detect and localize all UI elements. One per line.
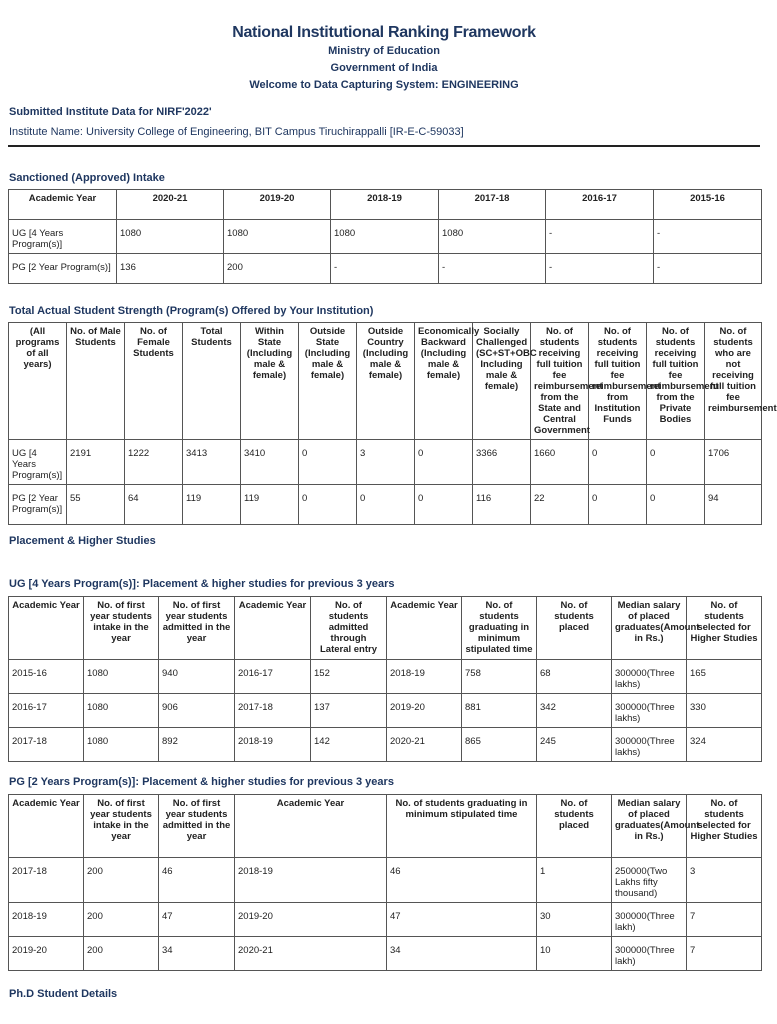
table-cell: 2018-19 <box>9 903 84 937</box>
table-cell: 119 <box>183 485 241 525</box>
column-header: No. of students graduating in minimum stipulated time <box>462 597 537 660</box>
column-header: No. of first year students intake in the year <box>84 795 159 858</box>
table-cell: 300000(Three lakhs) <box>612 728 687 762</box>
table-cell: 892 <box>159 728 235 762</box>
column-header: Academic Year <box>235 795 387 858</box>
column-header: Total Students <box>183 323 241 440</box>
column-header: 2019-20 <box>224 190 331 220</box>
table-cell: 1080 <box>117 220 224 254</box>
table-cell: 2017-18 <box>235 694 311 728</box>
column-header: No. of first year students admitted in the year <box>159 597 235 660</box>
strength-table <box>8 322 777 525</box>
table-cell: 0 <box>357 485 415 525</box>
column-header: No. of students selected for Higher Studies <box>687 795 762 858</box>
table-cell: 142 <box>311 728 387 762</box>
pg-placement-table <box>8 794 762 971</box>
column-header: No. of first year students intake in the year <box>84 597 159 660</box>
column-header: Median salary of placed graduates(Amount in Rs.) <box>612 795 687 858</box>
intake-header-row <box>9 190 762 220</box>
intake-table <box>8 189 762 284</box>
table-row <box>9 858 762 903</box>
column-header: 2017-18 <box>439 190 546 220</box>
column-header: Academic Year <box>387 597 462 660</box>
column-header: No. of students receiving full tuition fee reimbursement from Institution Funds <box>589 323 647 440</box>
table-cell: 200 <box>84 937 159 971</box>
table-cell: 68 <box>537 660 612 694</box>
table-cell: 758 <box>462 660 537 694</box>
table-cell: 2017-18 <box>9 858 84 903</box>
table-cell: 300000(Three lakhs) <box>612 660 687 694</box>
table-cell: 119 <box>241 485 299 525</box>
column-header: No. of Male Students <box>67 323 125 440</box>
table-cell: 200 <box>224 254 331 284</box>
pg-placement-title: PG [2 Years Program(s)]: Placement & higher studies for previous 3 years <box>9 776 394 788</box>
table-cell: 0 <box>299 440 357 485</box>
page-header <box>0 0 768 91</box>
table-row <box>9 660 762 694</box>
table-cell: 47 <box>387 903 537 937</box>
table-cell: 46 <box>159 858 235 903</box>
column-header: (All programs of all years) <box>9 323 67 440</box>
table-cell: 152 <box>311 660 387 694</box>
table-cell: 3 <box>357 440 415 485</box>
column-header: 2018-19 <box>331 190 439 220</box>
table-cell: 47 <box>159 903 235 937</box>
table-row <box>9 903 762 937</box>
table-cell: 342 <box>537 694 612 728</box>
table-row <box>9 485 762 525</box>
table-row <box>9 728 762 762</box>
table-cell: UG [4 Years Program(s)] <box>9 440 67 485</box>
table-cell: 116 <box>473 485 531 525</box>
table-cell: 324 <box>687 728 762 762</box>
table-cell: 3 <box>687 858 762 903</box>
institute-name: Institute Name: University College of Engineering, BIT Campus Tiruchirappalli [IR-E-C-59033] <box>9 126 464 138</box>
table-cell: 136 <box>117 254 224 284</box>
table-cell: 0 <box>299 485 357 525</box>
table-cell: - <box>331 254 439 284</box>
ug-placement-title: UG [4 Years Program(s)]: Placement & higher studies for previous 3 years <box>9 578 395 590</box>
table-cell: 7 <box>687 937 762 971</box>
table-cell: 1080 <box>331 220 439 254</box>
table-cell: 2018-19 <box>235 858 387 903</box>
table-cell: 94 <box>705 485 762 525</box>
column-header: Academic Year <box>235 597 311 660</box>
table-cell: 3413 <box>183 440 241 485</box>
table-cell: 64 <box>125 485 183 525</box>
table-cell: 2019-20 <box>387 694 462 728</box>
table-cell: 2018-19 <box>235 728 311 762</box>
table-cell: 10 <box>537 937 612 971</box>
table-cell: 330 <box>687 694 762 728</box>
table-cell: 881 <box>462 694 537 728</box>
table-cell: 200 <box>84 858 159 903</box>
table-cell: 0 <box>647 440 705 485</box>
table-cell: 2017-18 <box>9 728 84 762</box>
table-cell: 245 <box>537 728 612 762</box>
table-cell: 3366 <box>473 440 531 485</box>
strength-header-row <box>9 323 762 440</box>
table-cell: 2019-20 <box>235 903 387 937</box>
column-header: No. of students graduating in minimum stipulated time <box>387 795 537 858</box>
ug_placement-header-row <box>9 597 762 660</box>
table-cell: 1 <box>537 858 612 903</box>
placement-section-title: Placement & Higher Studies <box>9 535 156 547</box>
table-cell: 34 <box>159 937 235 971</box>
table-cell: 2018-19 <box>387 660 462 694</box>
table-cell: 200 <box>84 903 159 937</box>
column-header: No. of students receiving full tuition fee reimbursement from the State and Central Government <box>531 323 589 440</box>
pg_placement-header-row <box>9 795 762 858</box>
table-row <box>9 694 762 728</box>
column-header: Academic Year <box>9 795 84 858</box>
table-cell: 1080 <box>84 728 159 762</box>
table-cell: 2015-16 <box>9 660 84 694</box>
table-cell: PG [2 Year Program(s)] <box>9 485 67 525</box>
column-header: No. of students who are not receiving full tuition fee reimbursement <box>705 323 762 440</box>
table-cell: 1080 <box>84 660 159 694</box>
table-cell: 300000(Three lakhs) <box>612 694 687 728</box>
table-cell: 0 <box>589 440 647 485</box>
strength-section-title: Total Actual Student Strength (Program(s) Offered by Your Institution) <box>9 305 374 317</box>
column-header: Socially Challenged (SC+ST+OBC Including male & female) <box>473 323 531 440</box>
table-cell: 2019-20 <box>9 937 84 971</box>
table-row <box>9 937 762 971</box>
column-header: Economically Backward (Including male & female) <box>415 323 473 440</box>
table-cell: 1080 <box>439 220 546 254</box>
table-cell: 1706 <box>705 440 762 485</box>
table-cell: 0 <box>415 485 473 525</box>
column-header: Outside Country (Including male & female) <box>357 323 415 440</box>
table-cell: 137 <box>311 694 387 728</box>
table-cell: 1080 <box>84 694 159 728</box>
column-header: No. of students selected for Higher Studies <box>687 597 762 660</box>
table-cell: 0 <box>415 440 473 485</box>
phd-section-title: Ph.D Student Details <box>9 988 118 1000</box>
intake-section-title: Sanctioned (Approved) Intake <box>9 172 165 184</box>
table-cell: - <box>439 254 546 284</box>
table-cell: 2020-21 <box>235 937 387 971</box>
column-header: Academic Year <box>9 597 84 660</box>
table-cell: 2016-17 <box>235 660 311 694</box>
table-cell: 2016-17 <box>9 694 84 728</box>
table-cell: 2191 <box>67 440 125 485</box>
column-header: Within State (Including male & female) <box>241 323 299 440</box>
column-header: No. of students admitted through Lateral entry <box>311 597 387 660</box>
table-cell: 30 <box>537 903 612 937</box>
table-cell: 300000(Three lakh) <box>612 903 687 937</box>
table-cell: 2020-21 <box>387 728 462 762</box>
column-header: 2020-21 <box>117 190 224 220</box>
table-cell: 7 <box>687 903 762 937</box>
table-cell: 55 <box>67 485 125 525</box>
header-divider <box>8 145 760 147</box>
table-cell: PG [2 Year Program(s)] <box>9 254 117 284</box>
table-cell: 0 <box>647 485 705 525</box>
table-cell: 1080 <box>224 220 331 254</box>
column-header: No. of students placed <box>537 597 612 660</box>
table-row <box>9 220 762 254</box>
table-cell: 865 <box>462 728 537 762</box>
column-header: Outside State (Including male & female) <box>299 323 357 440</box>
welcome-line: Welcome to Data Capturing System: ENGINEERING <box>249 79 519 91</box>
column-header: No. of students placed <box>537 795 612 858</box>
government-line: Government of India <box>330 62 438 74</box>
table-cell: 0 <box>589 485 647 525</box>
table-cell: 250000(Two Lakhs fifty thousand) <box>612 858 687 903</box>
table-cell: 1660 <box>531 440 589 485</box>
table-row <box>9 440 762 485</box>
table-cell: 906 <box>159 694 235 728</box>
table-cell: - <box>654 220 762 254</box>
column-header: No. of students receiving full tuition fee reimbursement from the Private Bodies <box>647 323 705 440</box>
table-cell: 22 <box>531 485 589 525</box>
table-row <box>9 254 762 284</box>
column-header: 2016-17 <box>546 190 654 220</box>
table-cell: 300000(Three lakh) <box>612 937 687 971</box>
table-cell: UG [4 Years Program(s)] <box>9 220 117 254</box>
table-cell: 165 <box>687 660 762 694</box>
page-title: National Institutional Ranking Framework <box>232 24 536 41</box>
column-header: No. of Female Students <box>125 323 183 440</box>
ug-placement-table <box>8 596 762 762</box>
column-header: Academic Year <box>9 190 117 220</box>
table-cell: 940 <box>159 660 235 694</box>
column-header: Median salary of placed graduates(Amount in Rs.) <box>612 597 687 660</box>
column-header: No. of first year students admitted in the year <box>159 795 235 858</box>
table-cell: - <box>546 254 654 284</box>
table-cell: 46 <box>387 858 537 903</box>
table-cell: - <box>546 220 654 254</box>
submitted-label: Submitted Institute Data for NIRF'2022' <box>9 106 212 118</box>
table-cell: 34 <box>387 937 537 971</box>
table-cell: 3410 <box>241 440 299 485</box>
table-cell: 1222 <box>125 440 183 485</box>
ministry-line: Ministry of Education <box>328 45 440 57</box>
table-cell: - <box>654 254 762 284</box>
column-header: 2015-16 <box>654 190 762 220</box>
